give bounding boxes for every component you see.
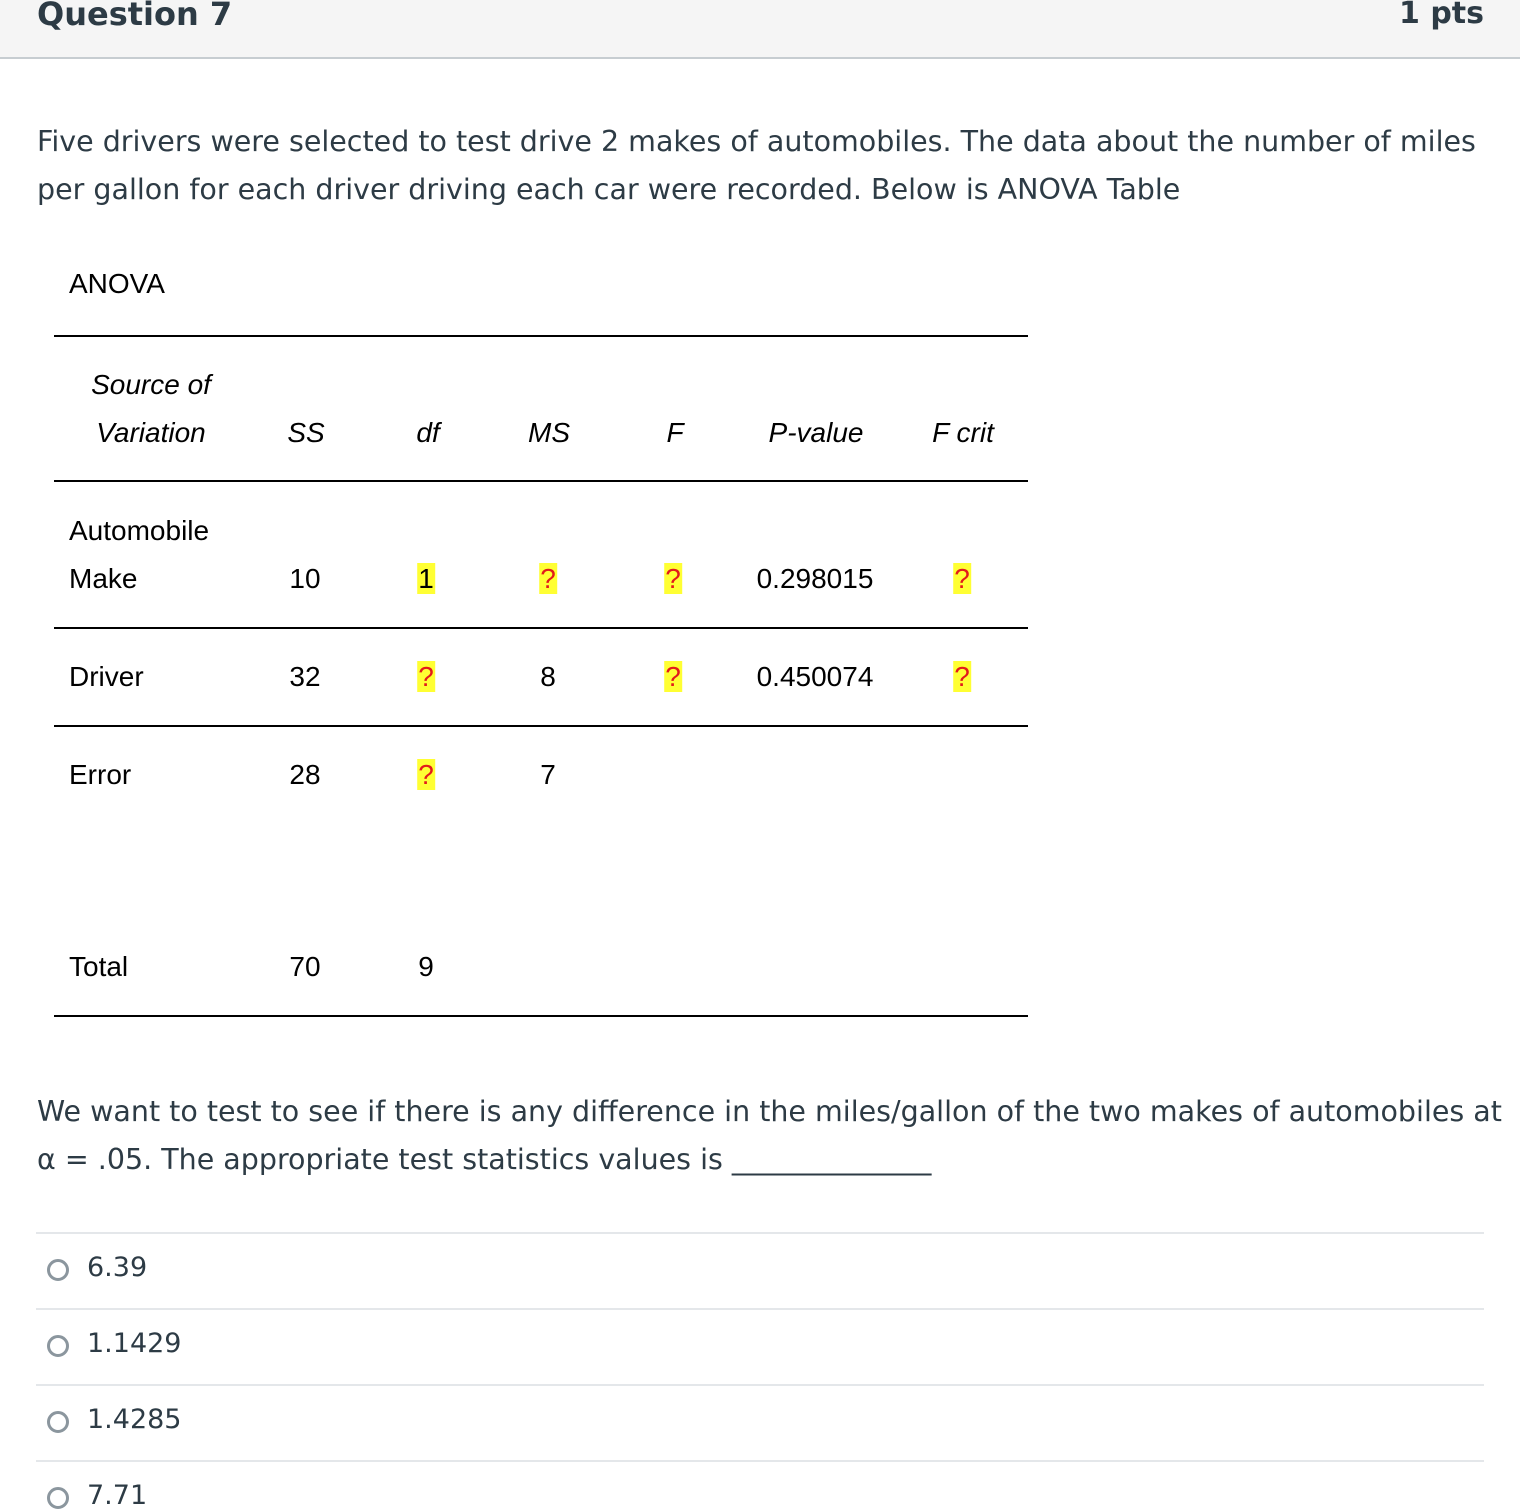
header-bottom-rule (54, 480, 1028, 482)
row-driver-ss: 32 (289, 661, 321, 692)
question-intro (37, 118, 1477, 214)
row-error-ms: 7 (540, 759, 556, 790)
row-automobile-df: 1 (418, 563, 434, 594)
header-source-line1: Source of (91, 369, 211, 400)
row-automobile-f: ? (665, 563, 681, 594)
anova-caption: ANOVA (69, 268, 165, 299)
question-title: Question 7 (37, 0, 233, 33)
header-f: F (666, 417, 684, 448)
answer-option-3[interactable] (36, 1386, 1484, 1460)
row-driver-df: ? (418, 661, 434, 692)
prompt-line-1: We want to test to see if there is any difference in the miles/gallon of the two makes of automobiles at (37, 1095, 1502, 1128)
row-automobile-rule (54, 627, 1028, 629)
intro-line-2: per gallon for each driver driving each car were recorded. Below is ANOVA Table (37, 173, 1181, 206)
radio-button-icon[interactable] (47, 1487, 69, 1509)
row-total-label: Total (69, 951, 129, 982)
header-ss: SS (287, 417, 325, 448)
row-error-df: ? (418, 759, 434, 790)
question-points: 1 pts (1399, 0, 1484, 31)
header-p-value: P-value (768, 417, 864, 448)
row-driver-f: ? (665, 661, 681, 692)
answer-option-label[interactable]: 1.4285 (87, 1404, 182, 1435)
row-driver-f-crit: ? (954, 661, 970, 692)
header-ms: MS (528, 417, 570, 448)
header-df: df (416, 417, 440, 448)
row-driver-label: Driver (69, 661, 144, 692)
row-driver-p-value: 0.450074 (756, 661, 874, 692)
table-bottom-rule (54, 1015, 1028, 1017)
question-prompt (37, 1088, 1502, 1184)
row-error-ss: 28 (289, 759, 321, 790)
row-automobile-ms: ? (540, 563, 556, 594)
radio-button-icon[interactable] (47, 1335, 69, 1357)
row-error-label: Error (69, 759, 132, 790)
header-source-line2: Variation (96, 417, 206, 448)
answer-option-1[interactable] (36, 1234, 1484, 1308)
answer-option-label[interactable]: 1.1429 (87, 1328, 182, 1359)
answer-option-2[interactable] (36, 1310, 1484, 1384)
prompt-line-2: α = .05. The appropriate test statistics values is ______________ (37, 1143, 932, 1176)
answer-option-label[interactable]: 6.39 (87, 1252, 148, 1283)
header-f-crit: F crit (932, 417, 994, 448)
row-automobile-label-line2: Make (69, 563, 138, 594)
row-automobile-label-line1: Automobile (69, 515, 210, 546)
row-automobile-f-crit: ? (954, 563, 970, 594)
row-driver-rule (54, 725, 1028, 727)
radio-button-icon[interactable] (47, 1259, 69, 1281)
radio-button-icon[interactable] (47, 1411, 69, 1433)
answer-option-label[interactable]: 7.71 (87, 1480, 148, 1510)
question-header (0, 0, 1520, 59)
row-driver-ms: 8 (540, 661, 556, 692)
row-automobile-p-value: 0.298015 (756, 563, 874, 594)
answer-option-4[interactable] (36, 1462, 1484, 1510)
intro-line-1: Five drivers were selected to test drive 2 makes of automobiles. The data about the number of miles (37, 125, 1476, 158)
row-total-ss: 70 (289, 951, 321, 982)
row-automobile-ss: 10 (289, 563, 321, 594)
table-top-rule (54, 335, 1028, 337)
row-total-df: 9 (418, 951, 434, 982)
